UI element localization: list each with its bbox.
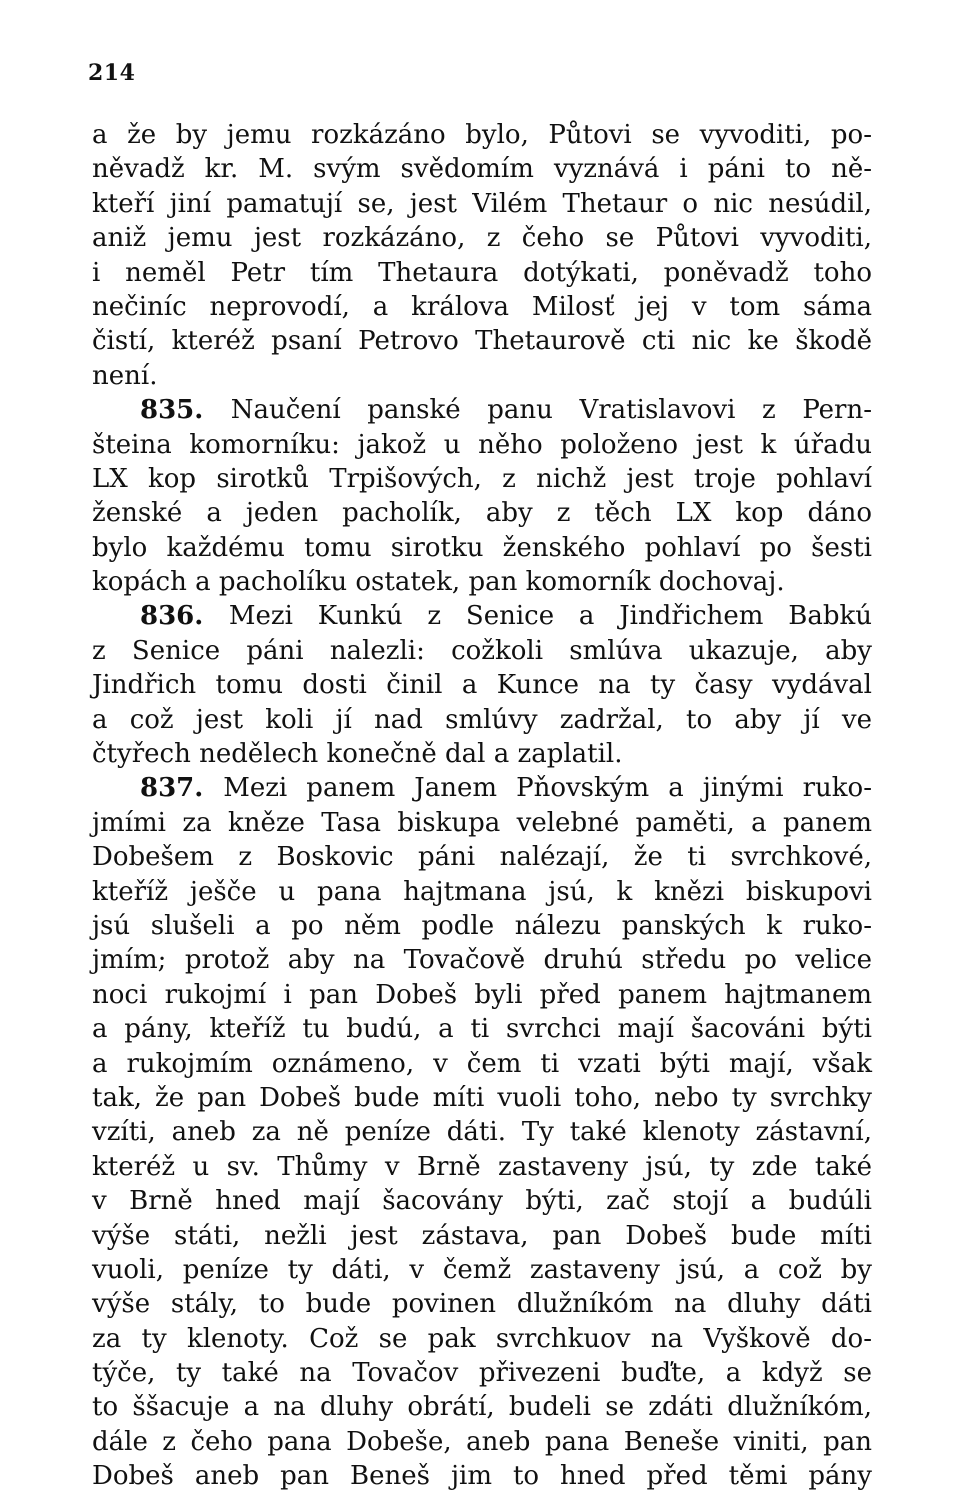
line-text: Jindřich tomu dosti činil a Kunce na ty časy vydával	[92, 670, 872, 701]
line-text: a což jest koli jí nad smlúvy zadržal, to aby jí ve	[92, 704, 872, 735]
line-text: Mezi Kunkú z Senice a Jindřichem Babkú	[228, 601, 872, 632]
text-line	[92, 1081, 872, 1115]
line-text: aniž jemu jest rozkázáno, z čeho se Půtovi vyvoditi,	[92, 223, 872, 254]
text-line	[92, 1322, 872, 1356]
text-line	[92, 978, 872, 1012]
line-text: vuoli, peníze ty dáti, v čemž zastaveny jsú, a což by	[92, 1254, 872, 1285]
text-line	[92, 428, 872, 462]
text-line	[92, 152, 872, 186]
line-text: za ty klenoty. Což se pak svrchkuov na Vyškově do-	[92, 1323, 872, 1354]
text-line	[92, 599, 872, 633]
paragraph-number: 835.	[140, 395, 231, 426]
text-line	[92, 496, 872, 530]
line-text: nečiníc neprovodí, a králova Milosť jej v tom sáma	[92, 291, 872, 322]
text-line	[92, 565, 872, 599]
text-line	[92, 359, 872, 393]
text-line	[92, 909, 872, 943]
line-text: a pány, kteříž tu budú, a ti svrchci mají šacováni býti	[92, 1014, 872, 1045]
text-line	[92, 1356, 872, 1390]
line-text: čistí, kteréž psaní Petrovo Thetaurově cti nic ke škodě	[92, 326, 872, 357]
page-number: 214	[88, 60, 136, 86]
text-line	[92, 1219, 872, 1253]
text-line	[92, 187, 872, 221]
text-line	[92, 1425, 872, 1459]
line-text: vzíti, aneb za ně peníze dáti. Ty také klenoty zástavní,	[92, 1117, 872, 1148]
line-text: výše státi, nežli jest zástava, pan Dobeš bude míti	[92, 1220, 872, 1251]
text-line	[92, 771, 872, 805]
line-text: a rukojmím oznámeno, v čem ti vzati býti mají, však	[92, 1048, 872, 1079]
line-text: Mezi panem Janem Pňovským a jinými ruko-	[223, 773, 872, 804]
line-text: kteří jiní pamatují se, jest Vilém Thetaur o nic nesúdil,	[92, 188, 872, 219]
text-line	[92, 462, 872, 496]
text-line	[92, 1115, 872, 1149]
text-line	[92, 256, 872, 290]
line-text: kteréž u sv. Thůmy v Brně zastaveny jsú, ty zde také	[92, 1151, 872, 1182]
text-line	[92, 221, 872, 255]
text-line	[92, 806, 872, 840]
text-line	[92, 1184, 872, 1218]
paragraph-number: 836.	[140, 601, 229, 632]
body-text	[92, 118, 872, 1494]
line-text: čtyřech nedělech konečně dal a zaplatil.	[92, 739, 623, 770]
line-text: ženské a jeden pacholík, aby z těch LX kop dáno	[92, 498, 872, 529]
line-text: jmím; protož aby na Tovačově druhú středu po velice	[92, 945, 872, 976]
line-text: i neměl Petr tím Thetaura dotýkati, poněvadž toho	[92, 257, 872, 288]
text-line	[92, 1253, 872, 1287]
line-text: LX kop sirotků Trpišových, z nichž jest troje pohlaví	[92, 463, 872, 494]
line-text: tak, že pan Dobeš bude míti vuoli toho, nebo ty svrchky	[92, 1082, 872, 1113]
line-text: šteina komorníku: jakož u něho položeno jest k úřadu	[92, 429, 872, 460]
text-line	[92, 943, 872, 977]
text-line	[92, 1150, 872, 1184]
text-line	[92, 1287, 872, 1321]
line-text: Dobešem z Boskovic páni nalézají, že ti svrchkové,	[92, 842, 872, 873]
line-text: kteříž ješče u pana hajtmana jsú, k knězi biskupovi	[92, 876, 872, 907]
line-text: týče, ty také na Tovačov přivezeni buďte, a když se	[92, 1358, 872, 1389]
line-text: bylo každému tomu sirotku ženského pohlaví po šesti	[92, 532, 872, 563]
line-text: z Senice páni nalezli: cožkoli smlúva ukazuje, aby	[92, 635, 872, 666]
text-line	[92, 1459, 872, 1493]
text-line	[92, 875, 872, 909]
line-text: jsú slušeli a po něm podle nálezu panských k ruko-	[92, 910, 872, 941]
text-line	[92, 840, 872, 874]
text-line	[92, 668, 872, 702]
line-text: noci rukojmí i pan Dobeš byli před panem hajtmanem	[92, 979, 872, 1010]
line-text: jmími za kněze Tasa biskupa velebné paměti, a panem	[92, 807, 872, 838]
text-line	[92, 290, 872, 324]
text-line	[92, 118, 872, 152]
line-text: Dobeš aneb pan Beneš jim to hned před těmi pány	[92, 1461, 872, 1492]
line-text: dále z čeho pana Dobeše, aneb pana Beneše viniti, pan	[92, 1426, 872, 1457]
text-line	[92, 737, 872, 771]
text-line	[92, 324, 872, 358]
line-text: v Brně hned mají šacovány býti, zač stojí a budúli	[92, 1186, 872, 1217]
text-line	[92, 634, 872, 668]
line-text: kopách a pacholíku ostatek, pan komorník dochovaj.	[92, 567, 785, 598]
line-text: Naučení panské panu Vratislavovi z Pern-	[230, 395, 872, 426]
text-line	[92, 531, 872, 565]
text-line	[92, 393, 872, 427]
text-line	[92, 1012, 872, 1046]
text-line	[92, 703, 872, 737]
text-line	[92, 1047, 872, 1081]
line-text: a že by jemu rozkázáno bylo, Půtovi se vyvoditi, po-	[92, 120, 872, 150]
line-text: to ššacuje a na dluhy obrátí, budeli se zdáti dlužníkóm,	[92, 1392, 872, 1423]
line-text: výše stály, to bude povinen dlužníkóm na dluhy dáti	[92, 1289, 872, 1320]
text-line	[92, 1390, 872, 1424]
paragraph-number: 837.	[140, 773, 224, 804]
line-text: něvadž kr. M. svým svědomím vyznává i páni to ně-	[92, 154, 872, 185]
line-text: není.	[92, 360, 158, 391]
